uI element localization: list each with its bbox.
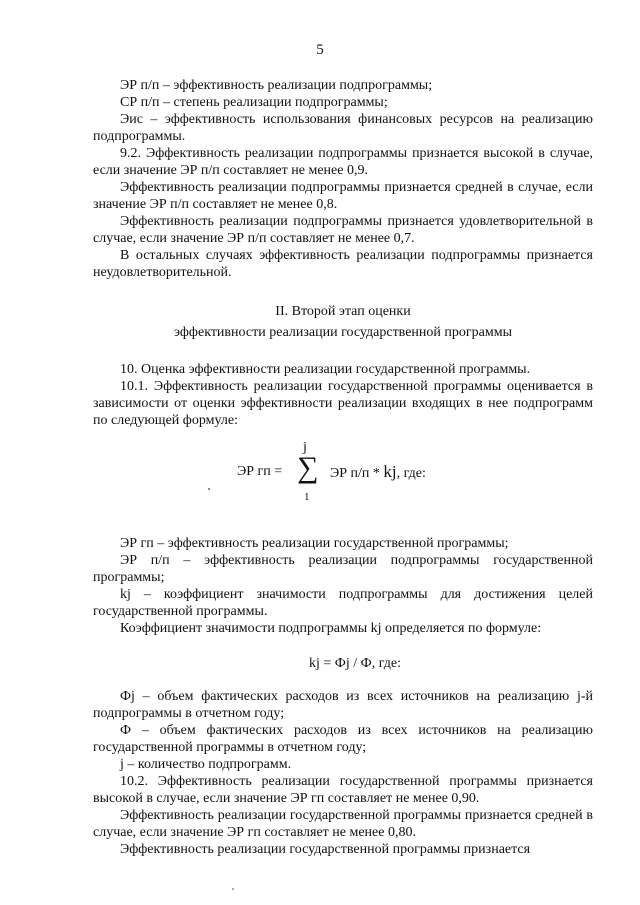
paragraph-medium: Эффективность реализации подпрограммы признается средней в случае, если значение ЭР п/п составляет не менее 0,8. (93, 180, 593, 212)
scan-speck-2 (232, 888, 234, 890)
paragraph-satisfactory: Эффективность реализации подпрограммы признается удовлетворительной в случае, если значение ЭР п/п составляет не менее 0,7. (93, 214, 593, 246)
sum-upper-limit: j (303, 440, 307, 455)
definition-f: Ф – объем фактических расходов из всех источников на реализацию государственной программы в отчетном году; (93, 723, 593, 755)
formula-rhs (330, 463, 426, 482)
definition-fj: Фj – объем фактических расходов из всех источников на реализацию j-й подпрограммы в отчетном году; (93, 689, 593, 721)
sum-sign: ∑ (297, 451, 319, 484)
definition-sr-pp: СР п/п – степень реализации подпрограммы; (120, 95, 388, 110)
paragraph-10-2: 10.2. Эффективность реализации государственной программы признается высокой в случае, если значение ЭР гп составляет не менее 0,90. (93, 774, 593, 806)
scan-speck (208, 488, 210, 490)
paragraph-10-1: 10.1. Эффективность реализации государственной программы оценивается в зависимости от оценки эффективности реализации входящих в нее подпрограмм по следующей формуле: (93, 379, 593, 428)
sum-lower-limit: 1 (304, 491, 310, 503)
section-heading-line1: II. Второй этап оценки (275, 304, 411, 319)
formula-tail: , где: (396, 466, 426, 481)
definition-er-pp-2: ЭР п/п – эффективность реализации подпрограммы государственной программы; (93, 553, 593, 585)
formula-k: kj (383, 462, 397, 481)
paragraph-coefficient: Коэффициент значимости подпрограммы kj определяется по формуле: (120, 621, 542, 636)
paragraph-9-2: 9.2. Эффективность реализации подпрограммы признается высокой в случае, если значение ЭР п/п составляет не менее 0,9. (93, 146, 593, 178)
definition-er-pp: ЭР п/п – эффективность реализации подпрограммы; (120, 78, 433, 93)
paragraph-10: 10. Оценка эффективности реализации государственной программы. (120, 362, 531, 377)
paragraph-gp-last: Эффективность реализации государственной программы признается (120, 842, 531, 857)
section-heading-line2: эффективности реализации государственной программы (174, 325, 512, 340)
definition-er-gp: ЭР гп – эффективность реализации государственной программы; (120, 536, 509, 551)
formula-term: ЭР п/п * (330, 466, 380, 481)
paragraph-other: В остальных случаях эффективность реализации подпрограммы признается неудовлетворительной. (93, 248, 593, 280)
formula-kj: kj = Фj / Ф, где: (309, 656, 401, 671)
definition-kj: kj – коэффициент значимости подпрограммы для достижения целей государственной программы. (93, 587, 593, 619)
paragraph-gp-medium: Эффективность реализации государственной программы признается средней в случае, если значение ЭР гп составляет не менее 0,80. (93, 808, 593, 840)
page-number: 5 (316, 42, 324, 58)
document-body (93, 77, 593, 858)
formula-lhs: ЭР гп = (237, 464, 283, 479)
formula-er-gp (93, 439, 593, 511)
definition-j: j – количество подпрограмм. (120, 757, 292, 772)
definition-eis: Эис – эффективность использования финансовых ресурсов на реализацию подпрограммы. (93, 112, 593, 144)
